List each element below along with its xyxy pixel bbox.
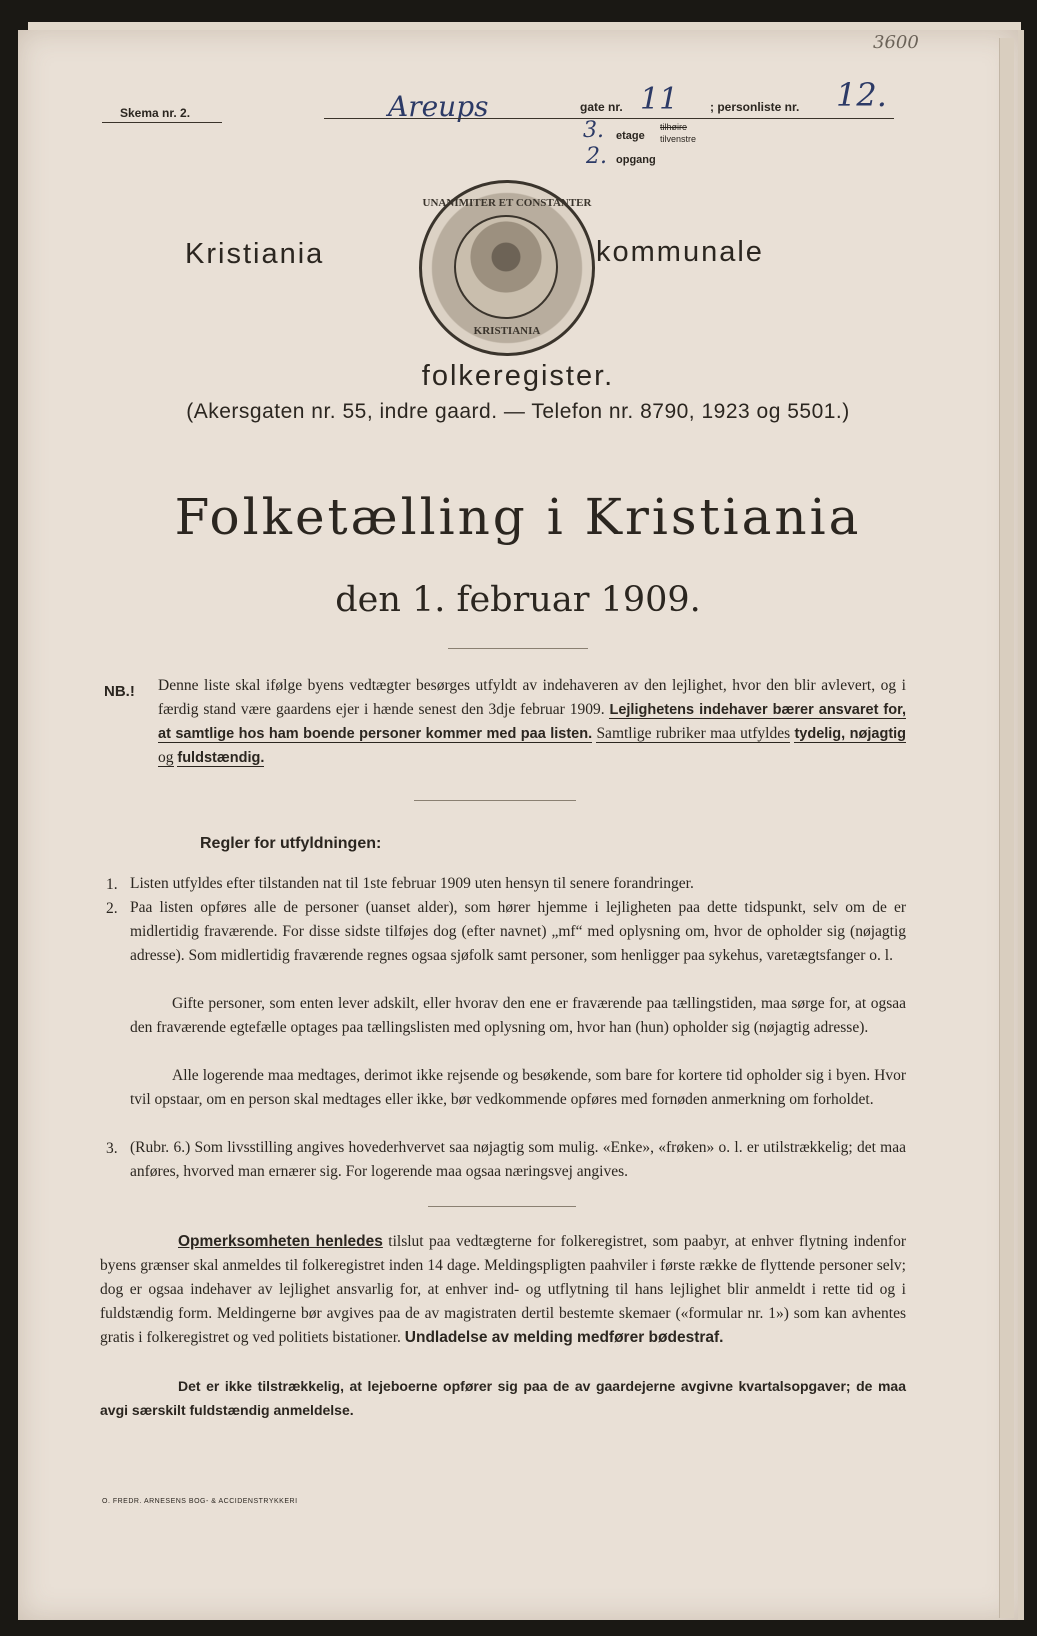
rules-heading: Regler for utfyldningen: — [200, 835, 382, 852]
nb-text: Denne liste skal ifølge byens vedtægter besørges utfyldt av indehaveren av den lejlighet, hvor den blir avlevert, og i færdig stand være gaardens ejer i hænde senest den 3dje februar 1909. — [158, 677, 906, 718]
census-date: den 1. februar 1909. — [335, 580, 701, 620]
etage-field: 3. — [583, 118, 604, 143]
separator — [428, 1206, 576, 1207]
personliste-number-field: 12. — [836, 76, 887, 114]
census-form — [18, 30, 1024, 1620]
separator — [448, 648, 588, 649]
printer-line: O. FREDR. ARNESENS BOG- & ACCIDENSTRYKKERI — [102, 1498, 298, 1505]
gate-number-field: 11 — [640, 82, 679, 117]
nb-requirement: Samtlige rubriker maa utfyldes — [596, 725, 791, 742]
nb-requirement-bold: tydelig, nøjagtig — [794, 726, 907, 742]
nb-requirement-end: fuldstændig. — [177, 750, 265, 766]
address-rule — [324, 118, 894, 119]
nb-requirement-og: og — [158, 749, 174, 766]
notice-lead: Opmerksomheten henledes — [178, 1233, 383, 1250]
gate-label: gate nr. — [580, 100, 623, 114]
tilhoire-label: tilhøire — [660, 122, 688, 132]
notice-paragraph — [100, 1230, 906, 1350]
notice-penalty: Undladelse av melding medfører bødestraf. — [404, 1329, 724, 1346]
kristiania-seal — [419, 180, 595, 356]
rule-3-number: 3. — [106, 1140, 118, 1157]
notice-text: tilslut paa vedtægterne for folkeregistret, som paabyr, at enhver flytning indenfor byens grænser skal anmeldes til folkeregistret inden 14 dage. Meldingspligten paahviler i første række de flyttende personer selv; dog er ogsaa indehaver av lejlighet ansvarlig for, at enhver ind- og utflytning til hans lejlighet blir anmeldt i rette tid og i fuldstændig form. Meldingerne bør avgives paa de av magistraten dertil bestemte skemaer («formular nr. 1») som kan avhentes gratis i folkeregistret og ved politiets bistationer. — [100, 1233, 906, 1346]
heading-left: Kristiania — [185, 238, 325, 270]
heading-sub: folkeregister. — [421, 360, 615, 392]
seal-bottom-text: KRISTIANIA — [473, 325, 541, 337]
rule-2-logerende: Alle logerende maa medtages, derimot ikke rejsende og besøkende, som bare for kortere tid opholder sig i byen. Hvor tvil opstaar, om en person skal medtages eller ikke, bør vedkommende opføres med fornøden anmerkning om forholdet. — [130, 1067, 906, 1108]
personliste-label: ; personliste nr. — [710, 100, 800, 114]
rule-3: (Rubr. 6.) Som livsstilling angives hovederhvervet saa nøjagtig som mulig. «Enke», «frøken» o. l. er utilstrækkelig; det maa anføres, hvorved man ernærer sig. For logerende maa ogsaa næringsvej angives. — [130, 1139, 906, 1180]
rule-2: Paa listen opføres alle de personer (uanset alder), som hører hjemme i lejligheten paa dette tidspunkt, selv om de er midlertidig fraværende. For disse sidste tilføjes dog (efter navnet) „mf“ med oplysning om, hvor de opholder sig (nøjagtig adresse). Som midlertidig fraværende regnes ogsaa sjøfolk samt personer, som henligger paa sykehus, varetægtsfanger o. l. — [130, 899, 906, 964]
notice-second: Det er ikke tilstrækkelig, at lejeboerne opfører sig paa de av gaardejerne avgivne kvartalsopgaver; de maa avgi særskilt fuldstændig anmeldelse. — [100, 1378, 906, 1418]
etage-label: etage — [616, 130, 645, 142]
skema-rule — [102, 122, 222, 123]
rule-1-number: 1. — [106, 876, 118, 893]
page-edge — [999, 38, 1014, 1618]
opgang-label: opgang — [616, 154, 656, 166]
opgang-field: 2. — [586, 144, 607, 169]
corner-note: 3600 — [873, 32, 919, 53]
nb-responsibility: Lejlighetens indehaver bærer ansvaret for, at samtlige hos ham boende personer kommer med paa listen. — [158, 702, 906, 742]
street-field: Areups — [388, 90, 489, 123]
rule-2-number: 2. — [106, 900, 118, 917]
page-title: Folketælling i Kristiania — [174, 488, 862, 546]
heading-address: (Akersgaten nr. 55, indre gaard. — Telefon nr. 8790, 1923 og 5501.) — [186, 400, 850, 423]
separator — [414, 800, 576, 801]
seal-figure — [454, 215, 558, 319]
nb-paragraph — [158, 674, 906, 770]
heading-right: kommunale — [596, 236, 764, 268]
nb-label: NB.! — [104, 683, 135, 700]
seal-ring-text: UNANIMITER ET CONSTANTER — [422, 197, 592, 209]
rule-2-gifte: Gifte personer, som enten lever adskilt, eller hvorav den ene er fraværende paa tællingstiden, maa sørge for, at ogsaa den fraværende egtefælle optages paa tællingslisten med oplysning om, hvor han (hun) opholder sig (nøjagtig adresse). — [130, 995, 906, 1036]
tilvenstre-label: tilvenstre — [660, 134, 697, 144]
skema-label: Skema nr. 2. — [120, 106, 191, 120]
rule-1: Listen utfyldes efter tilstanden nat til 1ste februar 1909 uten hensyn til senere forandringer. — [130, 875, 694, 892]
